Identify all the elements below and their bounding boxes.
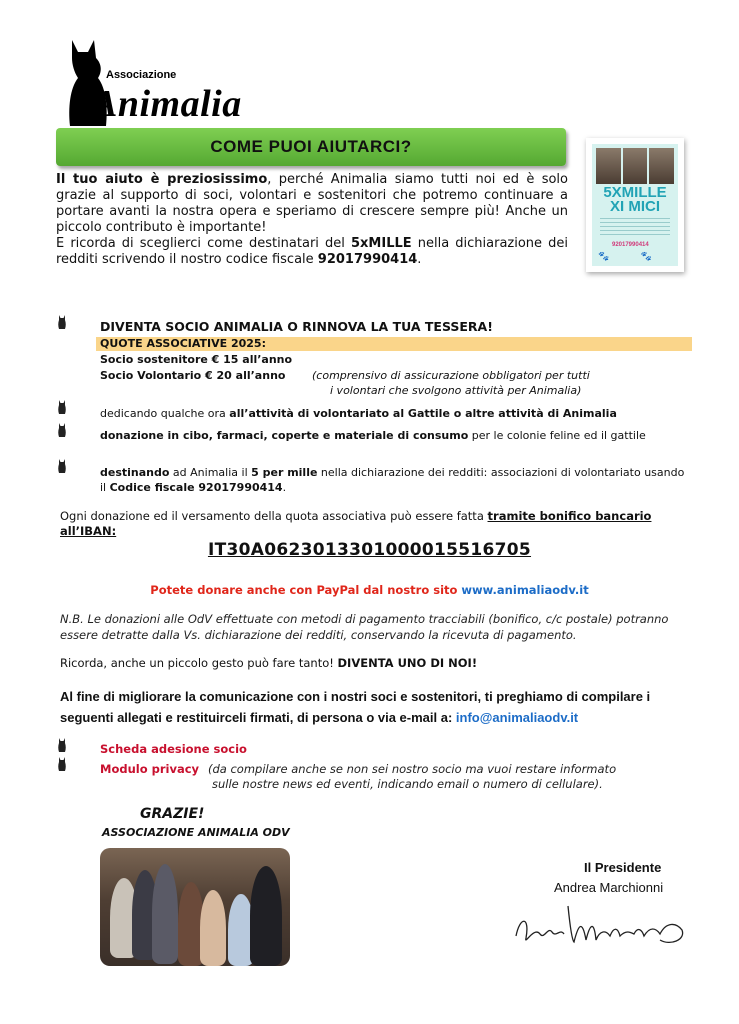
card-photos — [596, 148, 674, 184]
cat-bullet-icon — [58, 423, 66, 437]
cat-bullet-icon — [58, 315, 66, 329]
intro-paragraph: Il tuo aiuto è preziosissimo, perché Animalia siamo tutti noi ed è solo grazie al supporto di soci, volontari e sostenitori che potremo continuare a portare avanti la nostra opera e speriamo di crescere sempre più! Anche un piccolo contributo è importante! E ricorda di sceglierci come destinatari del 5xMILLE nella dichiarazione dei redditi scrivendo il nostro codice fiscale 92017990414. — [56, 172, 568, 267]
cat-bullet-icon — [58, 459, 66, 473]
iban-code: IT30A0623013301000015516705 — [207, 540, 532, 560]
president-name: Andrea Marchionni — [554, 880, 664, 895]
list-item: donazione in cibo, farmaci, coperte e materiale di consumo per le colonie feline ed il gattile — [100, 429, 646, 442]
socio-volontario-note: (comprensivo di assicurazione obbligatori per tutti — [312, 369, 590, 382]
cat-bullet-icon — [58, 738, 66, 752]
ricorda-line: Ricorda, anche un piccolo gesto può fare tanto! DIVENTA UNO DI NOI! — [60, 656, 478, 670]
cinque-per-mille-card — [586, 138, 684, 272]
card-small-text — [600, 218, 670, 238]
page-title: COME PUOI AIUTARCI? — [210, 137, 412, 156]
card-code: 92017990414 — [612, 242, 649, 248]
association-name: ASSOCIAZIONE ANIMALIA ODV — [102, 826, 290, 839]
title-banner — [56, 128, 566, 166]
quote-heading: QUOTE ASSOCIATIVE 2025: — [100, 337, 266, 350]
modulo-note-2: sulle nostre news ed eventi, indicando email o numero di cellulare). — [212, 777, 603, 791]
logo-assoc-text: Associazione — [106, 69, 177, 81]
nb-note: N.B. Le donazioni alle OdV effettuate con metodi di pagamento tracciabili (bonifico, c/c postale) potranno essere detratte dalla Vs. dichiarazione dei redditi, conservando la ricevuta di pagamento. — [60, 612, 669, 642]
paypal-line: Potete donare anche con PayPal dal nostro sito www.animaliaodv.it — [150, 583, 589, 597]
socio-volontario-note-2: i volontari che svolgono attività per Animalia) — [330, 384, 582, 397]
cat-bullet-icon — [58, 400, 66, 414]
group-photo — [100, 848, 290, 966]
modulo-note: (da compilare anche se non sei nostro socio ma vuoi restare informato — [208, 762, 617, 776]
attachment-modulo: Modulo privacy — [100, 762, 200, 776]
president-title: Il Presidente — [584, 860, 662, 875]
socio-sostenitore: Socio sostenitore € 15 all’anno — [100, 353, 293, 366]
socio-heading: DIVENTA SOCIO ANIMALIA O RINNOVA LA TUA TESSERA! — [100, 319, 493, 334]
cat-bullet-icon — [58, 757, 66, 771]
attachment-scheda: Scheda adesione socio — [100, 742, 247, 756]
email-link[interactable]: info@animaliaodv.it — [455, 710, 579, 725]
donation-paragraph: Ogni donazione ed il versamento della quota associativa può essere fatta tramite bonifico bancario all’IBAN: — [60, 509, 652, 538]
logo-name-text: Animalia — [92, 83, 242, 125]
website-link[interactable]: www.animaliaodv.it — [461, 583, 589, 597]
list-item: destinando ad Animalia il 5 per mille nella dichiarazione dei redditi: associazioni di volontariato usando il Codice fiscale 92017990414. — [100, 466, 685, 494]
socio-volontario: Socio Volontario € 20 all’anno — [100, 369, 286, 382]
logo — [60, 38, 242, 130]
signature — [510, 896, 700, 956]
card-title: 5XMILLE XI MICI — [603, 184, 667, 215]
fine-paragraph: Al fine di migliorare la comunicazione con i nostri soci e sostenitori, ti preghiamo di compilare i seguenti allegati e restituirceli firmati, di persona o via e-mail a: info@animaliaodv.it — [60, 689, 651, 725]
paw-icons: 🐾 🐾 — [598, 252, 652, 262]
grazie-text: GRAZIE! — [140, 806, 205, 822]
list-item: dedicando qualche ora all’attività di volontariato al Gattile o altre attività di Animalia — [100, 407, 617, 420]
